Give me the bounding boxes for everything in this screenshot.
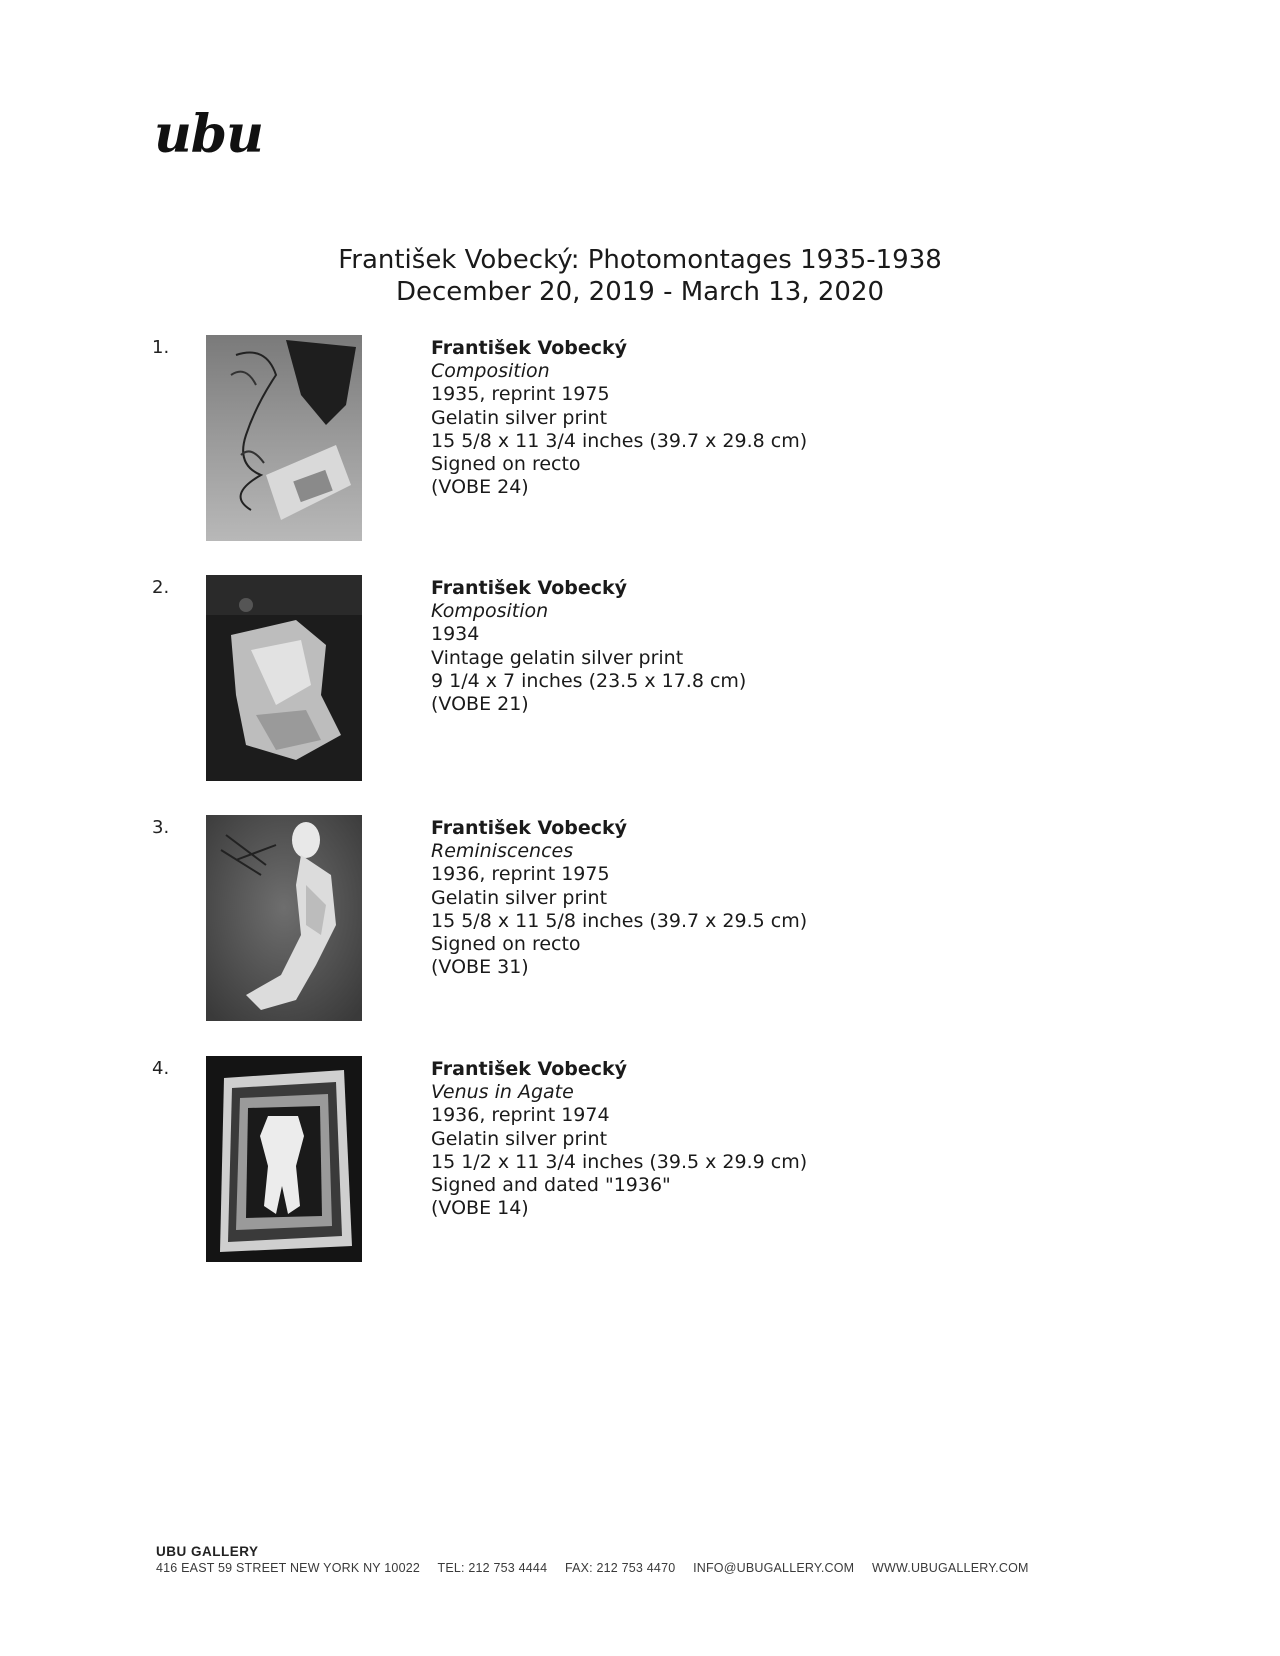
exhibition-header: [0, 244, 1280, 308]
artwork-title: Komposition: [431, 600, 549, 623]
artwork-date: 1936, reprint 1975: [431, 863, 610, 886]
artist-name: František Vobecký: [431, 1058, 628, 1080]
artwork-info: [431, 337, 807, 499]
gallery-logo: ubu: [154, 104, 263, 165]
footer-contact: [156, 1561, 1043, 1575]
artwork-inventory: (VOBE 24): [431, 476, 529, 499]
artwork-note: Signed on recto: [431, 933, 581, 956]
artist-name: František Vobecký: [431, 817, 628, 839]
artwork-title: Venus in Agate: [431, 1081, 574, 1104]
artwork-entry: [0, 335, 1280, 545]
artwork-dimensions: 15 1/2 x 11 3/4 inches (39.5 x 29.9 cm): [431, 1150, 808, 1173]
artwork-medium: Gelatin silver print: [431, 1127, 608, 1150]
exhibition-title: František Vobecký: Photomontages 1935-1938: [338, 245, 942, 275]
artwork-inventory: (VOBE 14): [431, 1197, 529, 1220]
artwork-entry: [0, 575, 1280, 785]
footer-fax: FAX: 212 753 4470: [564, 1561, 676, 1575]
artwork-photo: [206, 815, 362, 1021]
entry-number: 4.: [152, 1058, 170, 1079]
artwork-note: Signed on recto: [431, 453, 581, 476]
footer-gallery-name: UBU GALLERY: [156, 1544, 259, 1559]
artwork-note: Signed and dated "1936": [431, 1174, 671, 1197]
artwork-medium: Gelatin silver print: [431, 886, 608, 909]
artist-name: František Vobecký: [431, 577, 628, 599]
entry-number: 1.: [152, 337, 170, 358]
artwork-info: [431, 1058, 807, 1220]
artwork-title: Reminiscences: [431, 840, 574, 863]
artwork-entry: [0, 1056, 1280, 1266]
artwork-medium: Vintage gelatin silver print: [431, 646, 684, 669]
artwork-dimensions: 15 5/8 x 11 3/4 inches (39.7 x 29.8 cm): [431, 429, 808, 452]
artwork-info: [431, 577, 746, 716]
artwork-date: 1935, reprint 1975: [431, 383, 610, 406]
artwork-date: 1934: [431, 623, 480, 646]
exhibition-dates: December 20, 2019 - March 13, 2020: [395, 277, 885, 307]
artwork-photo: [206, 1056, 362, 1262]
artwork-dimensions: 15 5/8 x 11 5/8 inches (39.7 x 29.5 cm): [431, 909, 808, 932]
artwork-photo: [206, 575, 362, 781]
artwork-inventory: (VOBE 21): [431, 693, 529, 716]
artwork-inventory: (VOBE 31): [431, 956, 529, 979]
artwork-entry: [0, 815, 1280, 1025]
artwork-medium: Gelatin silver print: [431, 406, 608, 429]
entry-number: 2.: [152, 577, 170, 598]
artwork-photo: [206, 335, 362, 541]
footer-tel: TEL: 212 753 4444: [437, 1561, 548, 1575]
artwork-dimensions: 9 1/4 x 7 inches (23.5 x 17.8 cm): [431, 669, 747, 692]
artist-name: František Vobecký: [431, 337, 628, 359]
footer-address: 416 EAST 59 STREET NEW YORK NY 10022: [156, 1561, 421, 1575]
footer-email[interactable]: INFO@UBUGALLERY.COM: [693, 1561, 855, 1575]
artwork-title: Composition: [431, 360, 550, 383]
artwork-date: 1936, reprint 1974: [431, 1104, 610, 1127]
artwork-info: [431, 817, 807, 979]
footer-website[interactable]: WWW.UBUGALLERY.COM: [871, 1561, 1029, 1575]
entry-number: 3.: [152, 817, 170, 838]
gallery-footer: [156, 1544, 1043, 1575]
